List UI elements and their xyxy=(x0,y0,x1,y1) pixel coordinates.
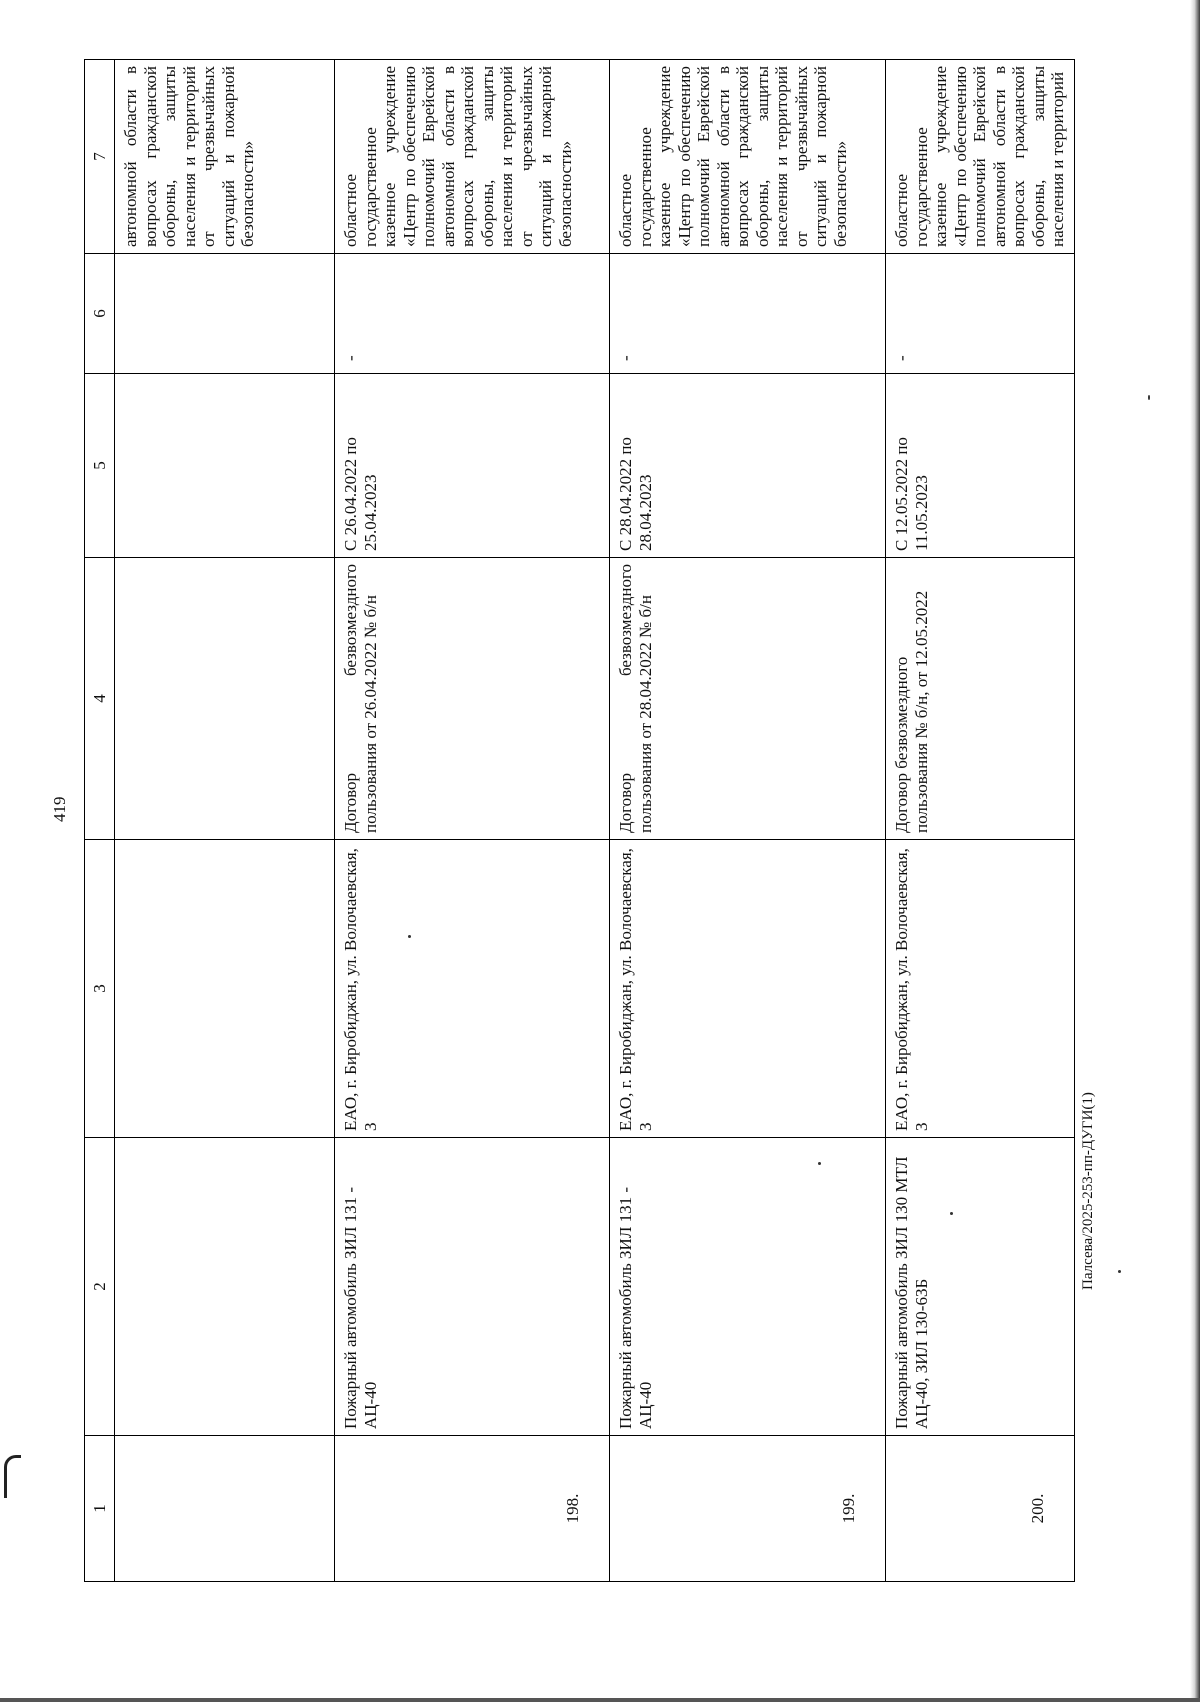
table-rotator xyxy=(84,60,1068,1582)
cell-address: ЕАО, г. Биробиджан, ул. Волочаевская, 3 xyxy=(610,840,886,1138)
cell-address: ЕАО, г. Биробиджан, ул. Волочаевская, 3 xyxy=(886,840,1075,1138)
scan-bottom-edge xyxy=(0,1698,1200,1702)
cell-address xyxy=(115,840,335,1138)
scan-edge-shadow xyxy=(1190,0,1200,1702)
cell-document: Договор безвозмездного пользования от 26.04.2022 № б/н xyxy=(335,558,610,840)
cell-num: 199. xyxy=(610,1436,886,1582)
cell-address: ЕАО, г. Биробиджан, ул. Волочаевская, 3 xyxy=(335,840,610,1138)
cell-name: Пожарный автомобиль ЗИЛ 130 МТЛ АЦ-40, ЗИЛ 130-63Б xyxy=(886,1138,1075,1436)
cell-holder: областное государственное казенное учреждение «Центр по обеспечению полномочий Еврейской автономной области в вопросах гражданской обороны, защиты населения и территорий от чрезвычайных ситуаций и пожарной безопасности» xyxy=(610,60,886,254)
cell-period: С 28.04.2022 по 28.04.2023 xyxy=(610,374,886,558)
cell-col6: - xyxy=(610,254,886,374)
table-row xyxy=(886,60,1075,1582)
column-header: 2 xyxy=(85,1138,115,1436)
column-header: 4 xyxy=(85,558,115,840)
cell-num xyxy=(115,1436,335,1582)
cell-period: С 26.04.2022 по 25.04.2023 xyxy=(335,374,610,558)
table-row xyxy=(335,60,610,1582)
cell-col6 xyxy=(115,254,335,374)
cell-num: 200. xyxy=(886,1436,1075,1582)
cell-holder: автономной области в вопросах гражданской обороны, защиты населения и территорий от чрезвычайных ситуаций и пожарной безопасности» xyxy=(115,60,335,254)
column-header: 1 xyxy=(85,1436,115,1582)
scan-speck xyxy=(1148,395,1150,400)
table-header-row xyxy=(85,60,115,1582)
document-footer-code: Палсева/2025-253-пп-ДУГИ(1) xyxy=(1080,1092,1096,1290)
column-header: 3 xyxy=(85,840,115,1138)
cell-name: Пожарный автомобиль ЗИЛ 131 - АЦ-40 xyxy=(610,1138,886,1436)
cell-name: Пожарный автомобиль ЗИЛ 131 - АЦ-40 xyxy=(335,1138,610,1436)
column-header: 6 xyxy=(85,254,115,374)
scan-speck xyxy=(1118,1270,1121,1273)
cell-period xyxy=(115,374,335,558)
page-number: 419 xyxy=(50,796,69,822)
cell-period: С 12.05.2022 по 11.05.2023 xyxy=(886,374,1075,558)
cell-name xyxy=(115,1138,335,1436)
column-header: 7 xyxy=(85,60,115,254)
cell-num: 198. xyxy=(335,1436,610,1582)
cell-holder: областное государственное казенное учреждение «Центр по обеспечению полномочий Еврейской автономной области в вопросах гражданской обороны, защиты населения и территорий xyxy=(886,60,1075,254)
cell-document xyxy=(115,558,335,840)
scan-mark xyxy=(4,1455,21,1498)
cell-col6: - xyxy=(886,254,1075,374)
table-row-continuation xyxy=(115,60,335,1582)
cell-document: Договор безвозмездного пользования № б/н, от 12.05.2022 xyxy=(886,558,1075,840)
cell-holder: областное государственное казенное учреждение «Центр по обеспечению полномочий Еврейской автономной области в вопросах гражданской обороны, защиты населения и территорий от чрезвычайных ситуаций и пожарной безопасности» xyxy=(335,60,610,254)
column-header: 5 xyxy=(85,374,115,558)
property-table xyxy=(84,59,1075,1582)
cell-document: Договор безвозмездного пользования от 28.04.2022 № б/н xyxy=(610,558,886,840)
cell-col6: - xyxy=(335,254,610,374)
table-row xyxy=(610,60,886,1582)
